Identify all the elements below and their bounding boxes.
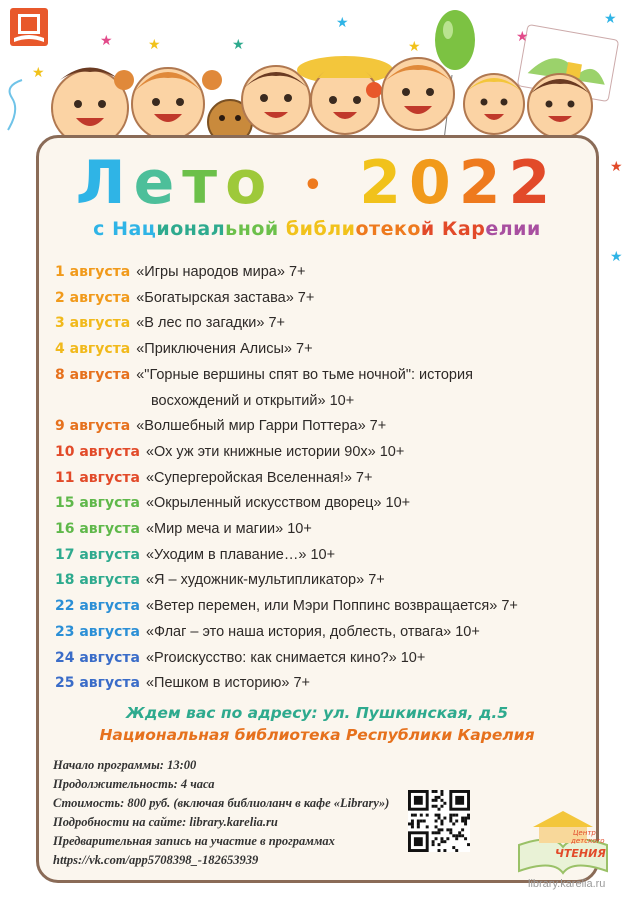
- title-letter: т: [182, 148, 226, 218]
- program-info: [53, 756, 393, 870]
- event-date: 3 августа: [55, 315, 131, 332]
- subtitle-letter: е: [485, 218, 499, 240]
- event-date: 9 августа: [55, 418, 131, 435]
- event-date: 10 августа: [55, 443, 140, 460]
- title-word: [76, 148, 275, 218]
- event-title: «Игры народов мира» 7+: [136, 264, 306, 280]
- title-dot: •: [303, 168, 331, 204]
- page-title: [0, 148, 634, 221]
- children-illustration: [0, 0, 634, 150]
- event-date: 4 августа: [55, 341, 131, 358]
- title-digit: 0: [409, 148, 459, 218]
- subtitle-letter: а: [197, 218, 211, 240]
- schedule-row: [55, 414, 595, 440]
- qr-code-icon: [408, 790, 470, 852]
- page-subtitle: [0, 218, 634, 240]
- star-icon: ★: [336, 15, 349, 31]
- subtitle-letter: и: [526, 218, 541, 240]
- schedule-list: [55, 260, 595, 697]
- subtitle-letter: р: [471, 218, 486, 240]
- schedule-row: [55, 646, 595, 672]
- info-line: Начало программы: 13:00: [53, 758, 197, 772]
- title-letter: Л: [75, 148, 134, 218]
- star-icon: ★: [32, 65, 45, 81]
- star-icon: ★: [604, 11, 617, 27]
- event-title: «Окрыленный искусством дворец» 10+: [145, 495, 411, 512]
- subtitle-letter: о: [407, 218, 421, 240]
- subtitle-letter: [279, 218, 286, 240]
- star-icon: ★: [408, 39, 421, 55]
- subtitle-letter: й: [420, 218, 435, 240]
- title-letter: е: [133, 148, 183, 218]
- svg-text:ЧТЕНИЯ: ЧТЕНИЯ: [555, 847, 606, 860]
- subtitle-letter: л: [498, 218, 514, 240]
- star-icon: ★: [610, 249, 623, 265]
- event-title: «Богатырская застава» 7+: [136, 289, 315, 306]
- subtitle-letter: о: [355, 218, 370, 240]
- event-title: «В лес по загадки» 7+: [136, 315, 286, 332]
- subtitle-letter: и: [341, 218, 356, 240]
- subtitle-letter: н: [237, 218, 252, 240]
- star-icon: ★: [516, 29, 529, 45]
- schedule-row: [55, 594, 595, 620]
- address-line: Ждем вас по адресу: ул. Пушкинская, д.5: [125, 704, 509, 722]
- subtitle-letter: а: [457, 218, 472, 240]
- event-title: «Пешком в историю» 7+: [145, 675, 311, 692]
- event-date: 18 августа: [55, 572, 140, 589]
- star-icon: ★: [232, 37, 245, 53]
- subtitle-letter: Н: [112, 218, 129, 240]
- svg-text:детского: детского: [571, 837, 605, 845]
- event-date: 15 августа: [55, 495, 140, 512]
- title-letter: о: [225, 148, 275, 218]
- reading-center-logo: [513, 805, 613, 877]
- info-line: Предварительная запись на участие в программах: [53, 834, 335, 848]
- schedule-row: [55, 363, 595, 414]
- schedule-row: [55, 620, 595, 646]
- website-watermark: library.karelia.ru: [528, 878, 606, 890]
- event-date: 1 августа: [55, 264, 131, 280]
- subtitle-letter: л: [210, 218, 226, 240]
- title-digit: 2: [458, 148, 509, 218]
- info-line: Продолжительность: 4 часа: [53, 777, 215, 791]
- event-title: «Ветер перемен, или Мэри Поппинс возвращается» 7+: [145, 598, 518, 615]
- subtitle-letter: б: [313, 218, 328, 240]
- event-date: 16 августа: [55, 521, 140, 538]
- subtitle-letter: б: [285, 218, 300, 240]
- title-digit: 2: [508, 148, 559, 218]
- event-date: 24 августа: [55, 649, 140, 666]
- event-title: «Приключения Алисы» 7+: [136, 341, 313, 358]
- info-line: Подробности на сайте: library.karelia.ru: [53, 815, 278, 829]
- star-icon: ★: [148, 37, 161, 53]
- event-title: «Волшебный мир Гарри Поттера» 7+: [136, 418, 387, 435]
- star-icon: ★: [100, 33, 113, 49]
- schedule-row: [55, 543, 595, 569]
- schedule-row: [55, 517, 595, 543]
- subtitle-letter: й: [264, 218, 279, 240]
- event-title: «Мир меча и магии» 10+: [145, 521, 312, 538]
- event-date: 11 августа: [55, 469, 140, 486]
- subtitle-letter: с: [93, 218, 105, 240]
- subtitle-letter: к: [393, 218, 408, 240]
- subtitle-letter: и: [513, 218, 527, 240]
- schedule-row: [55, 337, 595, 363]
- schedule-row: [55, 491, 595, 517]
- subtitle-letter: а: [128, 218, 142, 240]
- subtitle-letter: т: [369, 218, 381, 240]
- schedule-row: [55, 440, 595, 466]
- library-name-line: Национальная библиотека Республики Карелия: [99, 726, 535, 744]
- event-title: «Рroискусство: как снимается кино?» 10+: [145, 649, 426, 666]
- event-title: «Флаг – это наша история, доблесть, отвага» 10+: [145, 623, 480, 640]
- subtitle-letter: [105, 218, 112, 240]
- subtitle-letter: е: [380, 218, 394, 240]
- star-icon: ★: [610, 159, 623, 175]
- event-title: «"Горные вершины спят во тьме ночной": история: [136, 366, 473, 383]
- subtitle-letter: и: [299, 218, 314, 240]
- subtitle-letter: л: [327, 218, 342, 240]
- child-faces: [52, 56, 592, 146]
- event-title: «Я – художник-мультипликатор» 7+: [145, 572, 385, 589]
- event-date: 17 августа: [55, 546, 140, 563]
- subtitle-letter: и: [156, 218, 171, 240]
- subtitle-letter: ь: [225, 218, 238, 240]
- schedule-row: [55, 466, 595, 492]
- info-line: Стоимость: 800 руб. (включая библиоланч в кафе «Library»): [53, 796, 390, 810]
- info-line: https://vk.com/app5708398_-182653939: [53, 853, 259, 867]
- schedule-row: [55, 311, 595, 337]
- subtitle-letter: К: [441, 218, 458, 240]
- event-title-continued: восхождений и открытий» 10+: [151, 392, 355, 409]
- svg-text:Центр: Центр: [573, 829, 596, 837]
- schedule-row: [55, 568, 595, 594]
- event-date: 25 августа: [55, 675, 140, 692]
- schedule-row: [55, 260, 595, 286]
- event-date: 2 августа: [55, 289, 131, 306]
- title-digit: 2: [359, 148, 410, 218]
- event-date: 23 августа: [55, 623, 140, 640]
- subtitle-letter: н: [183, 218, 198, 240]
- event-title: «Ох уж эти книжные истории 90х» 10+: [145, 443, 405, 460]
- event-title: «Супергеройская Вселенная!» 7+: [145, 469, 373, 486]
- schedule-row: [55, 671, 595, 697]
- event-title: «Уходим в плавание…» 10+: [145, 546, 336, 563]
- subtitle-letter: ц: [141, 218, 157, 240]
- event-date: 8 августа: [55, 366, 131, 383]
- title-year: [359, 148, 558, 218]
- schedule-row: [55, 286, 595, 312]
- subtitle-letter: о: [170, 218, 184, 240]
- subtitle-letter: [435, 218, 442, 240]
- event-date: 22 августа: [55, 598, 140, 615]
- subtitle-letter: о: [251, 218, 265, 240]
